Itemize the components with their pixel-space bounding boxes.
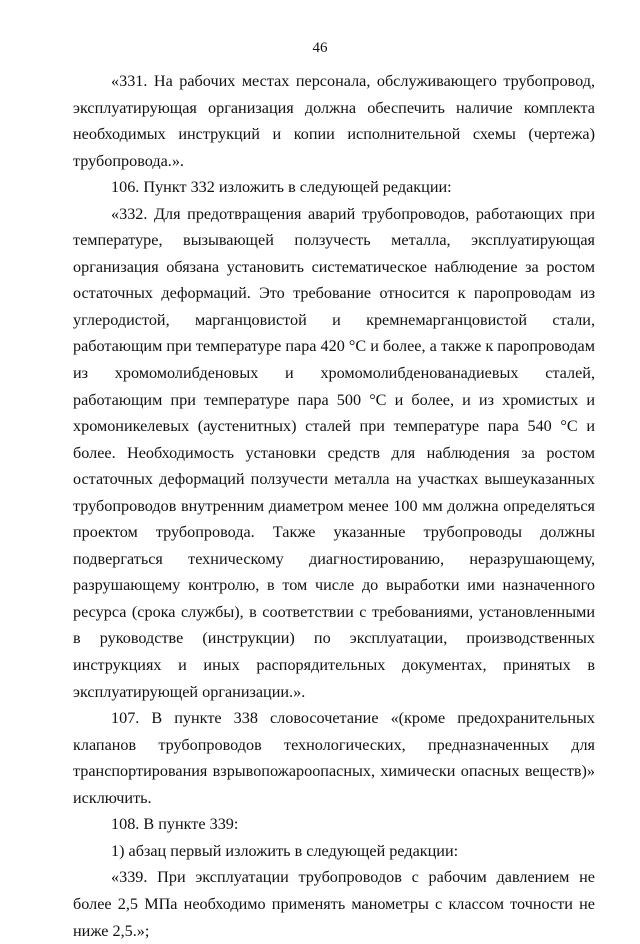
paragraph-item-332: «332. Для предотвращения аварий трубопроводов, работающих при температуре, вызывающей ползучесть металла, эксплуатирующая организация обязана установить систематическое наблюдение за ростом остаточных деформаций. Это требование относится к паропроводам из углеродистой, марганцовистой и кремнемарганцовистой стали, работающим при температуре пара 420 °С и более, а также к паропроводам из хромомолибденовых и хромомолибденованадиевых сталей, работающим при температуре пара 500 °С и более, и из хромистых и хромоникелевых (аустенитных) сталей при температуре пара 540 °С и более. Необходимость установки средств для наблюдения за ростом остаточных деформаций ползучести металла на участках вышеуказанных трубопроводов внутренним диаметром менее 100 мм должна определяться проектом трубопровода. Также указанные трубопроводы должны подвергаться техническому диагностированию, неразрушающему, разрушающему контролю, в том числе до выработки ими назначенного ресурса (срока службы), в соответствии с требованиями, установленными в руководстве (инструкции) по эксплуатации, производственных инструкциях и иных распорядительных документах, принятых в эксплуатирующей организации.». <box>73 204 595 701</box>
paragraph-item-331: «331. На рабочих местах персонала, обслуживающего трубопровод, эксплуатирующая организация должна обеспечить наличие комплекта необходимых инструкций и копии исполнительной схемы (чертежа) трубопровода.». <box>73 72 595 170</box>
paragraph-amendment-106: 106. Пункт 332 изложить в следующей редакции: <box>111 178 452 197</box>
paragraph-subitem-1: 1) абзац первый изложить в следующей редакции: <box>111 841 459 860</box>
document-body <box>73 68 595 944</box>
paragraph-item-339: «339. При эксплуатации трубопроводов с рабочим давлением не более 2,5 МПа необходимо применять манометры с классом точности не ниже 2,5.»; <box>73 868 595 940</box>
page-number: 46 <box>312 40 328 56</box>
paragraph-amendment-107: 107. В пункте 338 словосочетание «(кроме предохранительных клапанов трубопроводов технологических, предназначенных для транспортирования взрывопожароопасных, химически опасных веществ)» исключить. <box>73 709 595 807</box>
paragraph-amendment-108: 108. В пункте 339: <box>111 815 239 834</box>
